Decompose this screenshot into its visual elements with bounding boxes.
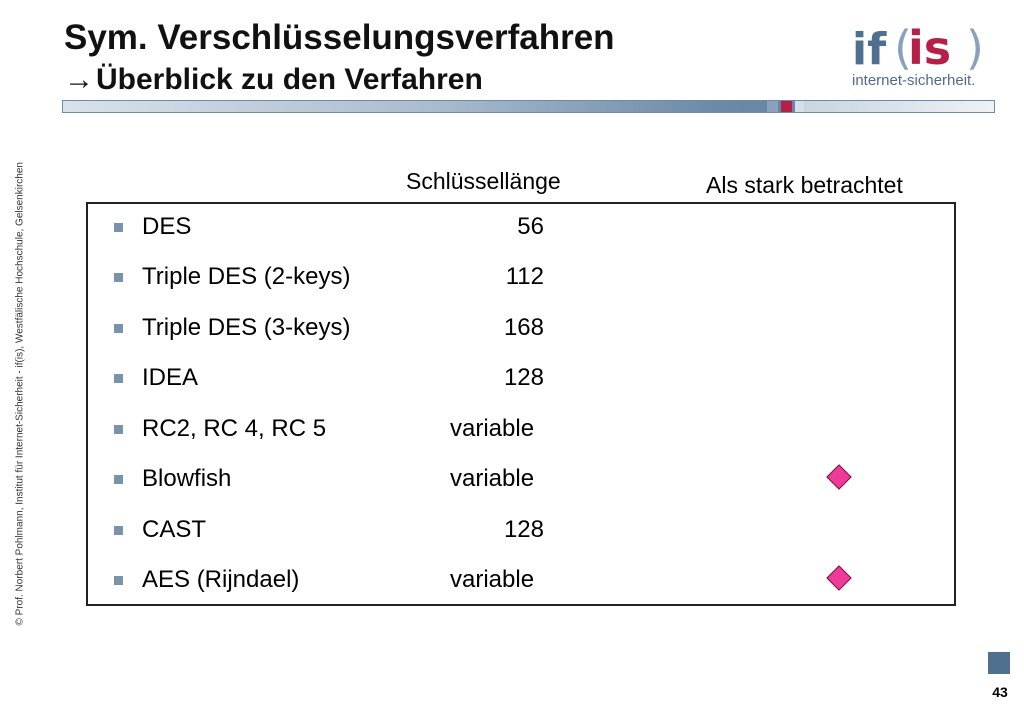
bullet-icon: [114, 425, 123, 434]
slide-subtitle: [64, 62, 483, 98]
key-length: 112: [505, 263, 544, 290]
rule-block-accent: [781, 101, 792, 112]
strong-diamond-icon: [826, 565, 851, 590]
copyright-sidebar: © Prof. Norbert Pohlmann, Institut für Internet-Sicherheit - if(is), Westfälische Hochschule, Gelsenkirchen: [14, 162, 26, 626]
key-length: variable: [450, 566, 535, 593]
cipher-name: CAST: [142, 516, 207, 543]
rule-block: [767, 101, 778, 112]
cipher-name: DES: [142, 213, 192, 240]
cipher-name: RC2, RC 4, RC 5: [142, 415, 327, 442]
rule-fade: [804, 101, 994, 112]
bullet-icon: [114, 576, 123, 585]
cipher-name: Blowfish: [142, 465, 232, 492]
table-row: [88, 311, 954, 345]
page-marker: [988, 652, 1010, 674]
table-row: [88, 361, 954, 395]
bullet-icon: [114, 475, 123, 484]
svg-text:if: if: [852, 24, 887, 75]
logo-tagline: internet-sicherheit.: [852, 72, 976, 89]
table-row: [88, 462, 954, 496]
key-length: 128: [503, 516, 544, 543]
key-length: variable: [450, 465, 535, 492]
cipher-name: IDEA: [142, 364, 199, 391]
cipher-name: AES (Rijndael): [142, 566, 300, 593]
subtitle-text: Überblick zu den Verfahren: [96, 63, 483, 96]
bullet-icon: [114, 223, 123, 232]
page-number: 43: [992, 684, 1008, 700]
bullet-icon: [114, 374, 123, 383]
key-length: 56: [517, 213, 544, 240]
key-length: variable: [450, 415, 535, 442]
svg-text:): ): [966, 21, 984, 75]
header-rule: [62, 100, 995, 113]
table-row: [88, 210, 954, 244]
column-header-strong: Als stark betrachtet: [706, 172, 903, 198]
table-row: [88, 260, 954, 294]
arrow-right-icon: →: [64, 63, 94, 96]
key-length: 168: [503, 314, 544, 341]
cipher-name: Triple DES (3-keys): [142, 314, 351, 341]
svg-text:is: is: [908, 21, 952, 75]
table-row: [88, 563, 954, 597]
table-row: [88, 412, 954, 446]
cipher-name: Triple DES (2-keys): [142, 263, 351, 290]
strong-diamond-icon: [826, 464, 851, 489]
bullet-icon: [114, 526, 123, 535]
key-length: 128: [503, 364, 544, 391]
bullet-icon: [114, 324, 123, 333]
slide-title: Sym. Verschlüsselungsverfahren: [64, 18, 615, 57]
bullet-icon: [114, 273, 123, 282]
svg-text:(: (: [894, 21, 912, 75]
cipher-table: [86, 202, 956, 606]
column-header-key-length: Schlüssellänge: [406, 168, 561, 194]
table-row: [88, 513, 954, 547]
